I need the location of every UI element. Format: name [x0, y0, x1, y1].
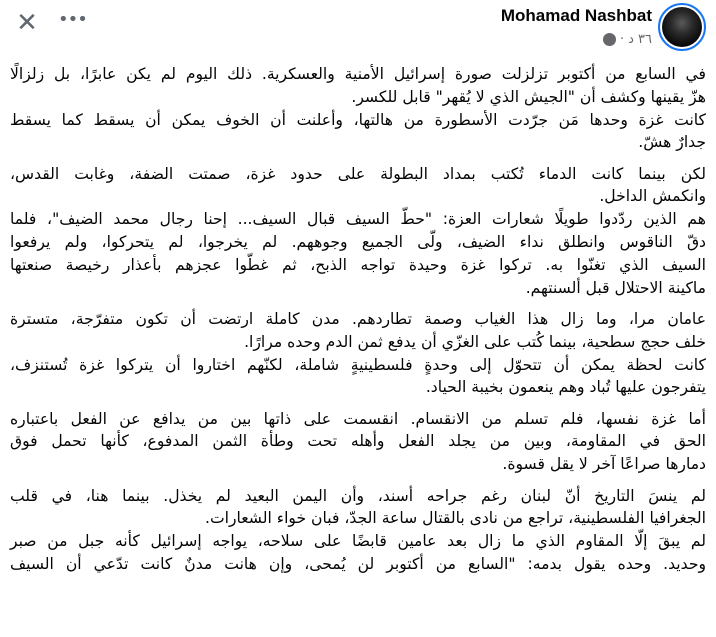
- text-line: ماكينة الاحتلال قبل ألسنتهم.: [525, 278, 706, 297]
- text-line: كانت غزة وحدها مَن جرّدت الأسطورة من هالتها، وأعلنت أن الخوف يمكن أن يسقط كما يسقط: [10, 110, 706, 129]
- text-line: لم ينسَ التاريخ أنّ لبنان رغم جراحه أسند، وأن اليمن البعيد لم يخذل. بينما هنا، في قلب: [10, 486, 706, 505]
- avatar[interactable]: [658, 3, 706, 51]
- text-line: هزّ يقينها وكشف أن "الجيش الذي لا يُقهر" قابل للكسر.: [351, 87, 706, 106]
- text-line: خلف حجج سطحية، بينما كُتب على الغزّي أن يدفع ثمن الدم وحده مرارًا.: [244, 332, 706, 351]
- text-line: السيف الذي تغنّوا به. تركوا غزة وحيدة تواجه الذبح، ثم غطّوا عجزهم بأعذار رخيصة صنعتها: [10, 255, 706, 274]
- post-header: [0, 0, 716, 60]
- close-button[interactable]: ✕: [16, 8, 38, 38]
- text-line: الحق في المقاومة، وبين من يجلد الفعل وأهله تحت وطأة الثمن المدفوع، كأنها تحمل فوق: [10, 432, 706, 451]
- post-paragraph: [10, 485, 706, 576]
- text-line: دقّ الناقوس وانطلق نداء الضيف، ولّى الجميع وجوههم. لم يخرجوا، لم يتحركوا، ولم يرفعوا: [10, 233, 706, 252]
- text-line: هم الذين ردّدوا طويلًا شعارات العزة: "حطّ السيف قبال السيف... إحنا رجال محمد الضيف"، فلما: [10, 210, 706, 229]
- meta-separator: ·: [619, 32, 625, 47]
- post-paragraph: [10, 63, 706, 154]
- text-line: في السابع من أكتوبر تزلزلت صورة إسرائيل الأمنية والعسكرية. ذلك اليوم لم يكن عابرًا، بل زلزالًا: [10, 65, 706, 83]
- text-line: وانكمش الداخل.: [599, 187, 706, 206]
- text-line: جدارٌ هشّ.: [638, 133, 706, 152]
- post-paragraph: [10, 308, 706, 399]
- post-paragraph: [10, 163, 706, 300]
- text-line: لكن بينما كانت الدماء تُكتب بمداد البطولة على حدود غزة، صمتت الضفة، وغابت القدس،: [10, 164, 706, 183]
- text-line: أما غزة نفسها، فلم تسلم من الانقسام. انقسمت على ذاتها بين من يدافع عن الفعل باعتباره: [10, 409, 706, 428]
- text-line: يتفرجون عليها تُباد وهم ينعمون بخيبة الحياد.: [425, 378, 706, 397]
- text-line: عامان مرا، وما زال هذا الغياب وصمة تطاردهم. مدن كاملة ارتضت أن تكون متفرّجة، متسترة: [10, 309, 706, 328]
- globe-icon[interactable]: [603, 33, 616, 46]
- post-text: [10, 63, 706, 584]
- text-line: الجغرافيا الفلسطينية، تراجع من نادى بالقتال ساعة الجدّ، فبان خواء الشعارات.: [205, 509, 706, 528]
- author-name[interactable]: Mohamad Nashbat: [500, 6, 652, 25]
- post-time[interactable]: ٣٦ د: [628, 32, 652, 47]
- text-line: وحديد. وحده يقول بدمه: "السابع من أكتوبر لن يُمحى، وإن هانت مدنٌ كانت تدّعي أن السيف: [10, 554, 706, 573]
- post-paragraph: [10, 408, 706, 476]
- more-options-button[interactable]: •••: [58, 9, 87, 30]
- post-meta: [603, 32, 652, 47]
- text-line: لم يبقَ إلّا المقاوم الذي ما زال بعد عامين قابضًا على سلاحه، يواجه إسرائيل كأنه جبل من صبر: [10, 532, 706, 551]
- text-line: دمارها صراعًا آخر لا يقل قسوة.: [502, 455, 706, 474]
- text-line: كانت لحظة يمكن أن تتحوّل إلى وحدةٍ فلسطينيةٍ شاملة، لكنّهم اختاروا أن يتركوا غزة تُستنزف،: [10, 355, 706, 374]
- avatar-image: [662, 7, 702, 47]
